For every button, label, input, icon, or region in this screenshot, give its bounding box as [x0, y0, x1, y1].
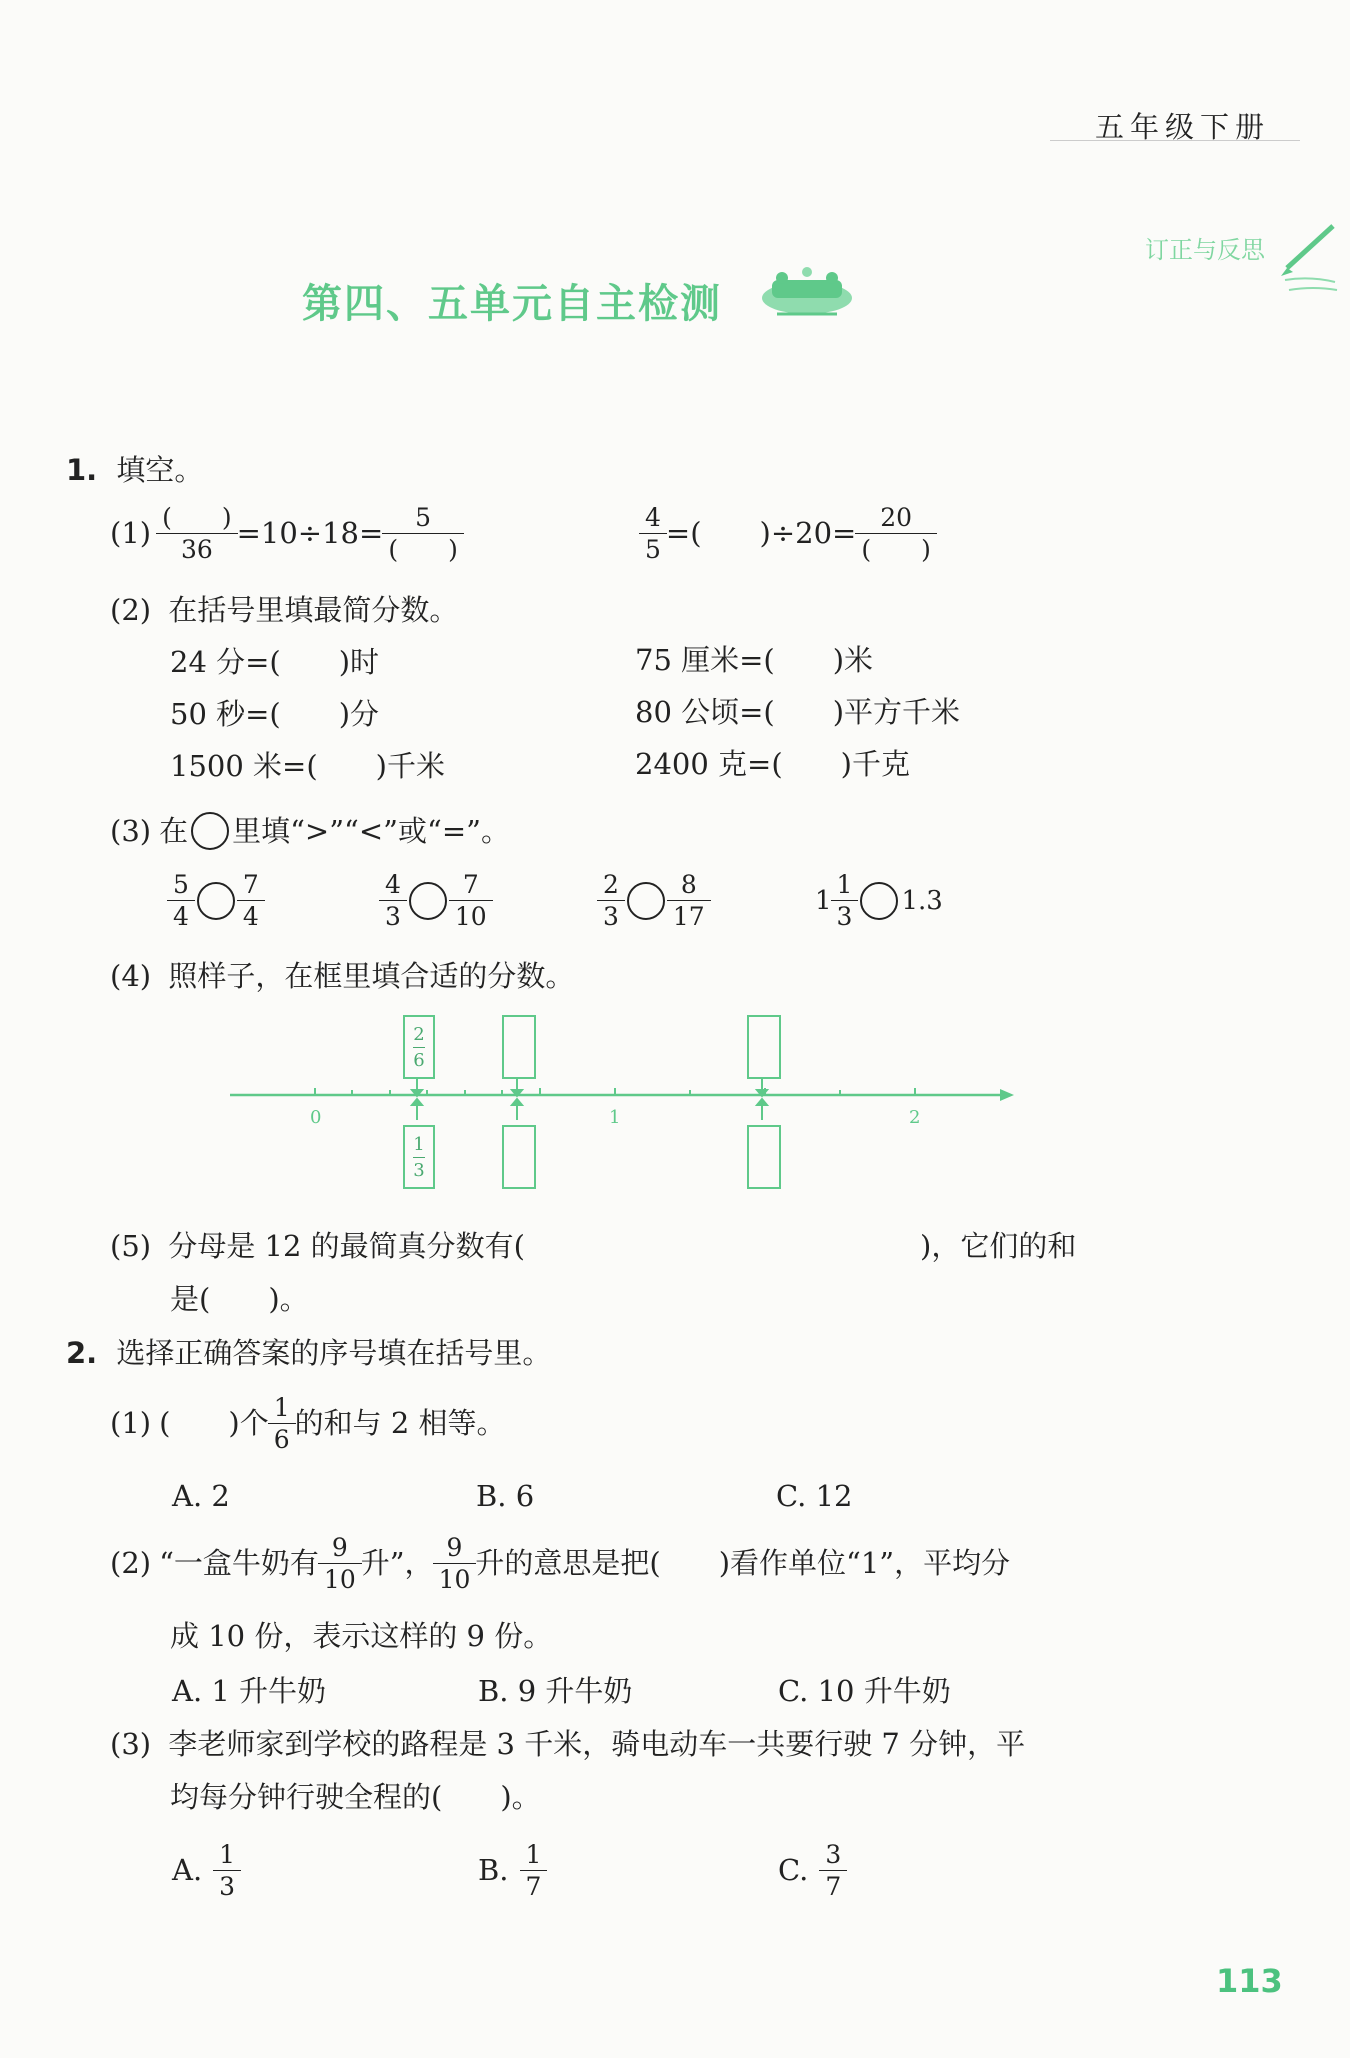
- part-label: (3): [110, 813, 152, 848]
- part-label: (4): [110, 959, 152, 993]
- q1-part2-heading: [110, 593, 459, 627]
- comparison-2: $\frac{4}{3}$ $\frac{7}{10}$: [380, 872, 492, 929]
- q1-part4-heading: [110, 959, 575, 993]
- option-a[interactable]: A. 2: [172, 1479, 230, 1513]
- q1-part1-right: [640, 505, 936, 562]
- axis-label-two: 2: [909, 1107, 921, 1128]
- part-text: 在: [159, 813, 189, 848]
- equation-text: =10÷18=: [236, 516, 384, 550]
- unit-item: 75 厘米=( )米: [635, 643, 874, 677]
- unit-item: 2400 克=( )千克: [635, 747, 910, 781]
- q1-part5-line1: [110, 1229, 525, 1263]
- circle-icon: [860, 882, 898, 920]
- option-b[interactable]: B. $\frac{1}{7}$: [478, 1842, 546, 1899]
- comparison-4: 1 $\frac{1}{3}$ 1.3: [815, 870, 943, 931]
- circle-icon: [627, 882, 665, 920]
- part-text: 在括号里填最简分数。: [168, 593, 459, 627]
- answer-box[interactable]: [747, 1125, 781, 1189]
- page-number: 113: [1216, 1962, 1283, 2000]
- answer-box[interactable]: [502, 1125, 536, 1189]
- option-a[interactable]: A. 1 升牛奶: [172, 1674, 327, 1708]
- option-c[interactable]: C. $\frac{3}{7}$: [778, 1842, 846, 1899]
- answer-box[interactable]: [747, 1015, 781, 1079]
- fraction: $\frac{4}{5}$: [642, 505, 664, 562]
- part-label: (1): [110, 516, 152, 550]
- unit-item: 80 公顷=( )平方千米: [635, 695, 961, 729]
- option-c[interactable]: C. 12: [776, 1479, 853, 1513]
- fraction: $\frac{5}{( )}$: [385, 505, 461, 562]
- unit-item: 1500 米=( )千米: [170, 749, 445, 783]
- option-b[interactable]: B. 6: [476, 1479, 535, 1513]
- fraction: $\frac{( )}{36}$: [159, 505, 235, 562]
- option-b[interactable]: B. 9 升牛奶: [478, 1674, 633, 1708]
- circle-icon: [197, 882, 235, 920]
- q2-part1: (1) ( )个 $\frac{1}{6}$ 的和与 2 相等。: [110, 1393, 506, 1454]
- question-title: 填空。: [116, 453, 204, 487]
- equation-text: =( )÷20=: [665, 516, 857, 550]
- q1-part3-heading: [110, 812, 510, 850]
- part-text: 分母是 12 的最简真分数有(: [168, 1229, 525, 1263]
- pencil-icon: [1275, 218, 1345, 298]
- comparison-1: $\frac{5}{4}$ $\frac{7}{4}$: [168, 872, 264, 929]
- question-2-heading: [66, 1336, 552, 1370]
- circle-icon: [409, 882, 447, 920]
- fraction: $\frac{20}{( )}$: [858, 505, 934, 562]
- q2-part3-line2: 均每分钟行驶全程的( )。: [170, 1780, 541, 1814]
- q2-part3-line1: [110, 1727, 1026, 1761]
- header-divider: [1050, 140, 1300, 141]
- option-a[interactable]: A. $\frac{1}{3}$: [172, 1842, 240, 1899]
- unit-item: 24 分=( )时: [170, 645, 380, 679]
- example-box-top: 2 6: [403, 1015, 435, 1079]
- axis-label-zero: 0: [310, 1107, 322, 1128]
- q1-part1-left: [110, 505, 463, 562]
- axis-label-one: 1: [609, 1107, 621, 1128]
- title-decoration-icon: [752, 262, 862, 322]
- part-text: )，它们的和: [920, 1229, 1077, 1263]
- comparison-3: $\frac{2}{3}$ $\frac{8}{17}$: [598, 872, 710, 929]
- option-c[interactable]: C. 10 升牛奶: [778, 1674, 951, 1708]
- page-title: 第四、五单元自主检测: [302, 280, 722, 327]
- part-label: (2): [110, 1546, 152, 1580]
- question-1-heading: [66, 453, 204, 487]
- q2-part2-line2: 成 10 份，表示这样的 9 份。: [170, 1619, 553, 1653]
- answer-box[interactable]: [502, 1015, 536, 1079]
- part-label: (2): [110, 593, 152, 627]
- correction-tag: [1125, 218, 1345, 298]
- unit-item: 50 秒=( )分: [170, 697, 380, 731]
- box-arrows: [400, 1070, 780, 1130]
- part-text: 照样子，在框里填合适的分数。: [168, 959, 575, 993]
- part-label: (1): [110, 1406, 152, 1440]
- q1-part5-line2: 是( )。: [170, 1282, 309, 1316]
- question-title: 选择正确答案的序号填在括号里。: [116, 1336, 552, 1370]
- correction-label: 订正与反思: [1145, 236, 1265, 264]
- example-box-bottom: 1 3: [403, 1125, 435, 1189]
- part-text: 李老师家到学校的路程是 3 千米，骑电动车一共要行驶 7 分钟，平: [168, 1727, 1026, 1761]
- circle-icon: [191, 812, 229, 850]
- question-number: 2.: [66, 1336, 98, 1370]
- part-label: (3): [110, 1727, 152, 1761]
- part-text: 里填“>”“<”或“=”。: [232, 813, 510, 848]
- q2-part2-line1: (2) “一盒牛奶有 $\frac{9}{10}$ 升”， $\frac{9}{10}$ 升的意思是把( )看作单位“1”，平均分: [110, 1533, 1011, 1594]
- question-number: 1.: [66, 453, 98, 487]
- grade-label: 五年级下册: [1095, 110, 1271, 144]
- part-label: (5): [110, 1229, 152, 1263]
